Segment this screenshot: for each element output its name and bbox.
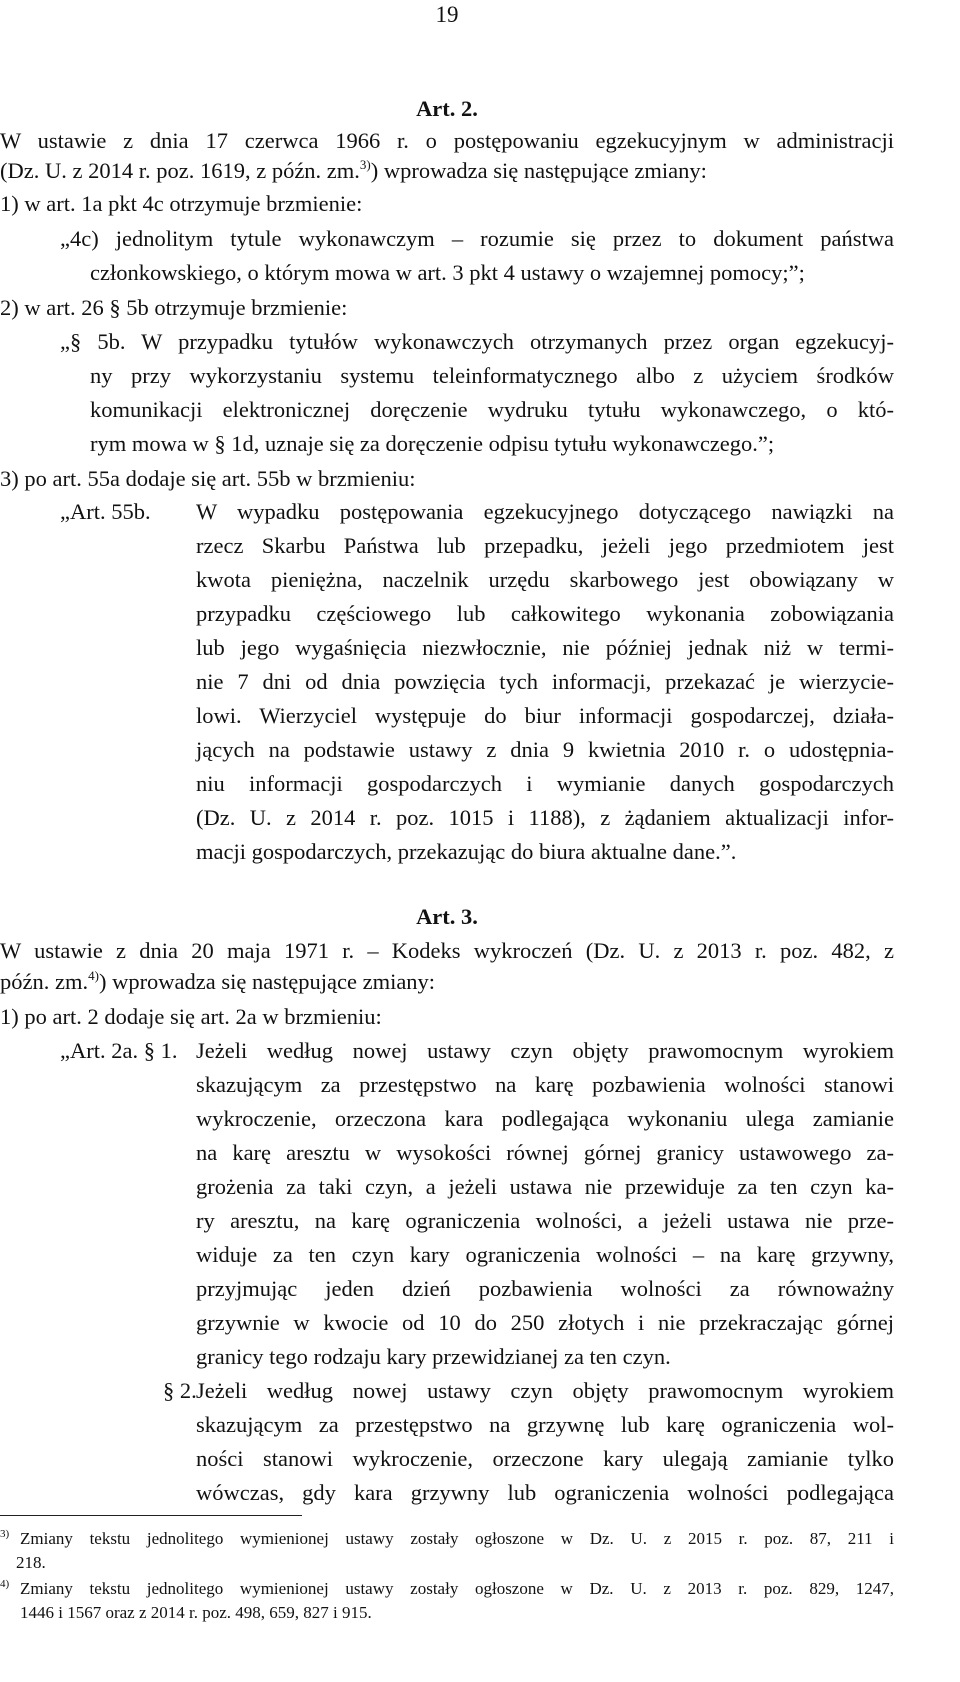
- footnote-3-line-1: Zmiany tekstu jednolitego wymienionej ustawy zostały ogłoszone w Dz. U. z 2015 r. poz. 87, 211 i: [20, 1529, 894, 1548]
- art-2-item-3-quote-line-6: nie 7 dni od dnia powzięcia tych informacji, przekazać je wierzycie-: [196, 669, 894, 694]
- art-2-heading: Art. 2.: [416, 96, 478, 121]
- art-2-item-2-quote-line-4: rym mowa w § 1d, uznaje się za doręczenie odpisu tytułu wykonawczego.”;: [90, 431, 775, 456]
- art-3-item-1-label: 1) po art. 2 dodaje się art. 2a w brzmieniu:: [0, 1004, 382, 1029]
- art-3-intro-line-1: W ustawie z dnia 20 maja 1971 r. – Kodeks wykroczeń (Dz. U. z 2013 r. poz. 482, z: [0, 938, 894, 963]
- art-2-item-2-quote-line-1: „§ 5b. W przypadku tytułów wykonawczych otrzymanych przez organ egzekucyj-: [60, 329, 894, 354]
- art-2-item-1-label: 1) w art. 1a pkt 4c otrzymuje brzmienie:: [0, 191, 363, 216]
- footnote-divider: [0, 1515, 302, 1516]
- art-3-para-1-line-10: granicy tego rodzaju kary przewidzianej za ten czyn.: [196, 1344, 671, 1369]
- art-3-para-1-line-5: grożenia za taki czyn, a jeżeli ustawa nie przewiduje za ten czyn ka-: [196, 1174, 894, 1199]
- art-2-item-1-quote-line-1: „4c) jednolitym tytule wykonawczym – rozumie się przez to dokument państwa: [60, 226, 894, 251]
- art-2-item-2-label: 2) w art. 26 § 5b otrzymuje brzmienie:: [0, 295, 348, 320]
- art-3-para-2-line-4: wówczas, gdy kara grzywny lub ograniczenia wolności podlegająca: [196, 1480, 894, 1505]
- footnote-3-line-2: 218.: [16, 1553, 46, 1572]
- art-2-item-1-quote-line-2: członkowskiego, o którym mowa w art. 3 pkt 4 ustawy o wzajemnej pomocy;”;: [90, 260, 805, 285]
- art-3-para-2-head: § 2.: [163, 1378, 197, 1403]
- art-3-para-2-line-3: ności stanowi wykroczenie, orzeczone kary ulegają zamianie tylko: [196, 1446, 894, 1471]
- footnote-4-line-1: Zmiany tekstu jednolitego wymienionej ustawy zostały ogłoszone w Dz. U. z 2013 r. poz. 829, 1247,: [20, 1579, 894, 1598]
- art-2-item-3-quote-line-9: niu informacji gospodarczych i wymianie danych gospodarczych: [196, 771, 894, 796]
- art-2-item-2-quote-line-2: ny przy wykorzystaniu systemu teleinformatycznego albo z użyciem środków: [90, 363, 894, 388]
- art-3-para-2-line-1: Jeżeli według nowej ustawy czyn objęty prawomocnym wyrokiem: [196, 1378, 894, 1403]
- art-3-para-2-line-2: skazującym za przestępstwo na grzywnę lub karę ograniczenia wol-: [196, 1412, 894, 1437]
- art-3-intro-line-2: późn. zm.$^{4)}$) wprowadza się następujące zmiany:: [0, 968, 436, 994]
- footnote-4-line-2: 1446 i 1567 oraz z 2014 r. poz. 498, 659, 827 i 915.: [20, 1603, 372, 1622]
- art-2-item-2-quote-line-3: komunikacji elektronicznej doręczenie wydruku tytułu wykonawczego, o któ-: [90, 397, 894, 422]
- art-3-para-1-line-9: grzywnie w kwocie od 10 do 250 złotych i nie przekraczając górnej: [196, 1310, 894, 1335]
- footnote-ref-4: 4): [88, 968, 99, 983]
- art-2-item-3-quote-line-8: jących na podstawie ustawy z dnia 9 kwietnia 2010 r. o udostępnia-: [196, 737, 894, 762]
- art-2-item-3-quote-head: „Art. 55b.: [60, 499, 151, 524]
- art-3-para-1-line-7: widuje za ten czyn kary ograniczenia wolności – na karę grzywny,: [196, 1242, 894, 1267]
- art-3-para-1-line-2: skazującym za przestępstwo na karę pozbawienia wolności stanowi: [196, 1072, 894, 1097]
- art-3-para-1-line-3: wykroczenie, orzeczona kara podlegająca wykonaniu ulega zamianie: [196, 1106, 894, 1131]
- art-3-item-1-quote-head: „Art. 2a. § 1.: [60, 1038, 178, 1063]
- page-number: 19: [435, 2, 459, 27]
- footnote-3-mark: 3): [0, 1528, 10, 1540]
- art-3-para-1-line-4: na karę aresztu w wysokości równej górnej granicy ustawowego za-: [196, 1140, 894, 1165]
- art-3-heading: Art. 3.: [416, 904, 478, 929]
- art-2-item-3-quote-line-10: (Dz. U. z 2014 r. poz. 1015 i 1188), z żądaniem aktualizacji infor-: [196, 805, 894, 830]
- art-2-item-3-quote-line-3: kwota pieniężna, naczelnik urzędu skarbowego jest obowiązany w: [196, 567, 894, 592]
- art-2-item-3-quote-line-5: lub jego wygaśnięcia niezwłocznie, nie później jednak niż w termi-: [196, 635, 894, 660]
- art-3-para-1-line-8: przyjmując jeden dzień pozbawienia wolności za równoważny: [196, 1276, 894, 1301]
- art-2-item-3-quote-line-2: rzecz Skarbu Państwa lub przepadku, jeżeli jego przedmiotem jest: [196, 533, 894, 558]
- art-2-intro-line-2: (Dz. U. z 2014 r. poz. 1619, z późn. zm.$^{3)}$) wprowadza się następujące zmiany:: [0, 157, 707, 183]
- art-3-para-1-line-6: ry aresztu, na karę ograniczenia wolności, a jeżeli ustawa nie prze-: [196, 1208, 894, 1233]
- art-2-item-3-label: 3) po art. 55a dodaje się art. 55b w brzmieniu:: [0, 466, 416, 491]
- art-2-item-3-quote-line-4: przypadku częściowego lub całkowitego wykonania zobowiązania: [196, 601, 894, 626]
- art-3-para-1-line-1: Jeżeli według nowej ustawy czyn objęty prawomocnym wyrokiem: [196, 1038, 894, 1063]
- footnote-4-mark: 4): [0, 1578, 10, 1590]
- art-2-item-3-quote-line-1: W wypadku postępowania egzekucyjnego dotyczącego nawiązki na: [196, 499, 894, 524]
- art-2-item-3-quote-line-11: macji gospodarczych, przekazując do biura aktualne dane.”.: [196, 839, 737, 864]
- art-2-intro-line-1: W ustawie z dnia 17 czerwca 1966 r. o postępowaniu egzekucyjnym w administracji: [0, 128, 894, 153]
- footnote-ref-3: 3): [359, 157, 371, 172]
- art-2-item-3-quote-line-7: lowi. Wierzyciel występuje do biur informacji gospodarczej, działa-: [196, 703, 894, 728]
